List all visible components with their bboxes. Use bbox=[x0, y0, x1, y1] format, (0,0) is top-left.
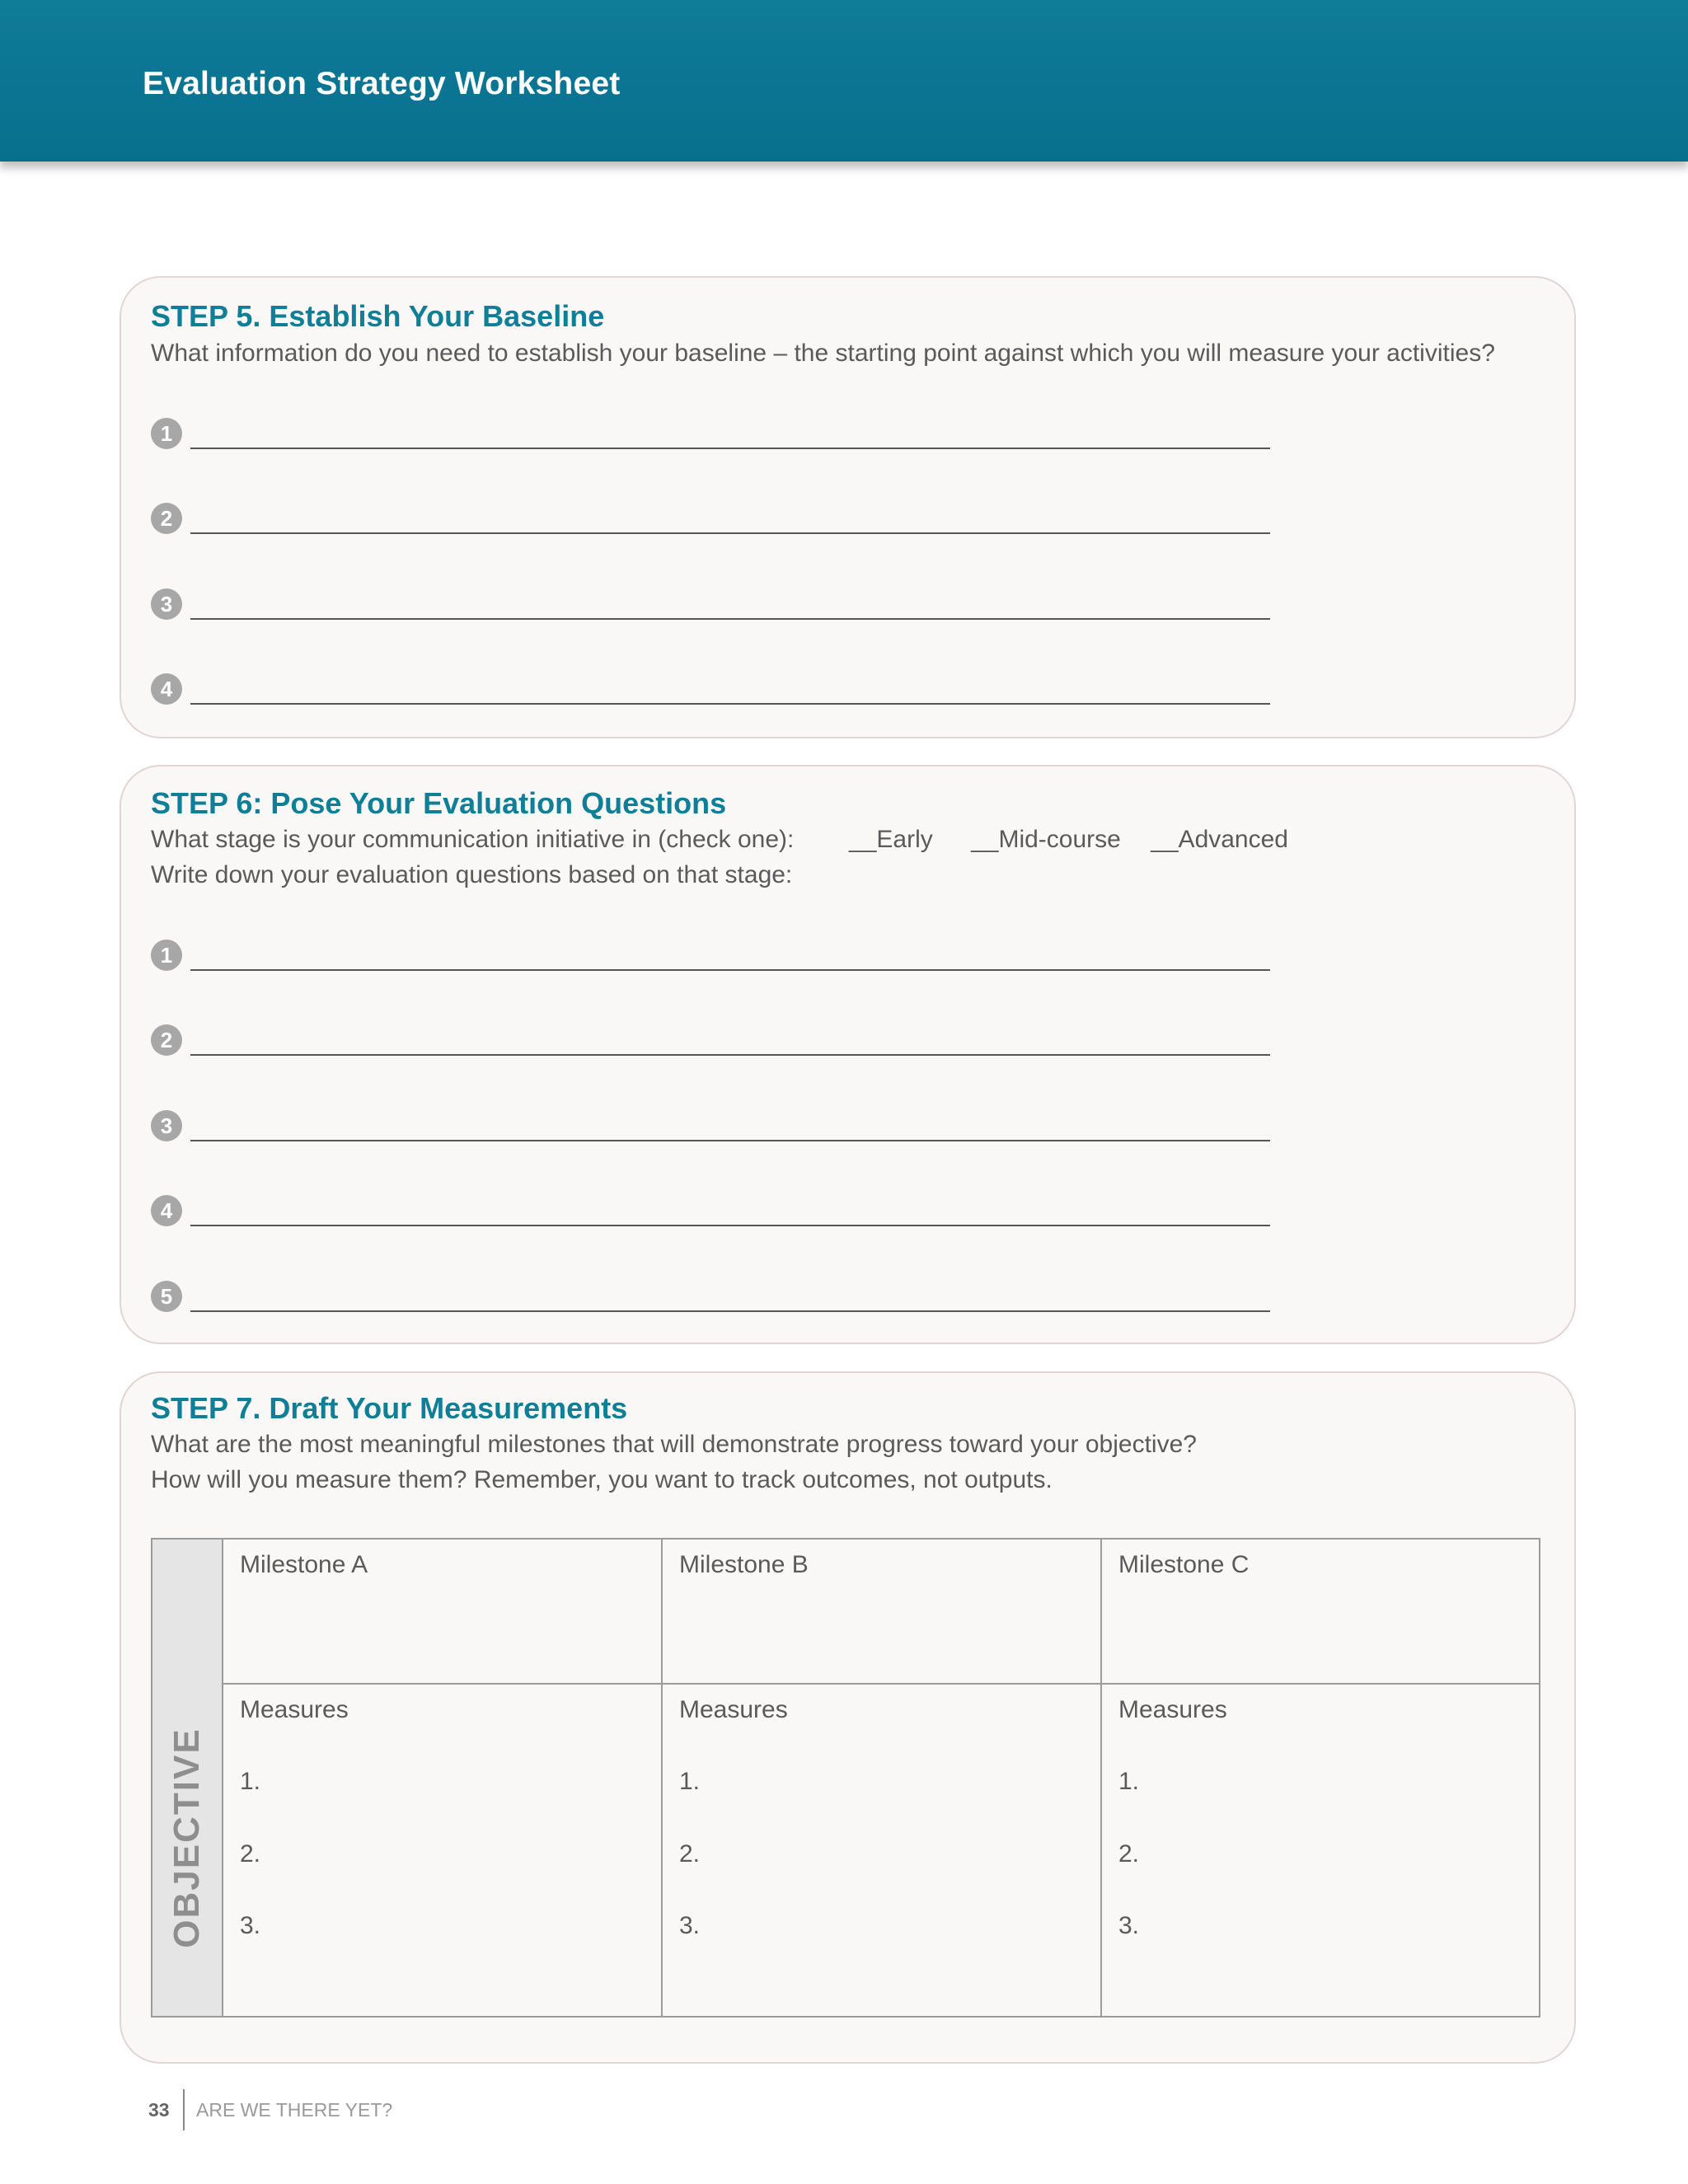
step7-prompt2: How will you measure them? Remember, you want to track outcomes, not outputs. bbox=[151, 1466, 1053, 1493]
step6-prompt2: Write down your evaluation questions based on that stage: bbox=[151, 861, 793, 888]
stage-option-early[interactable]: __Early bbox=[849, 826, 933, 853]
step7-title: STEP 7. Draft Your Measurements bbox=[151, 1391, 628, 1425]
step5-answer-line-4[interactable] bbox=[151, 673, 1255, 706]
milestone-c-cell[interactable] bbox=[1102, 1540, 1539, 1685]
number-badge: 5 bbox=[151, 1281, 182, 1312]
step5-title: STEP 5. Establish Your Baseline bbox=[151, 299, 605, 333]
step5-answer-line-3[interactable] bbox=[151, 588, 1255, 621]
measure-number-2: 2. bbox=[240, 1840, 261, 1868]
page-header-banner bbox=[0, 0, 1688, 162]
step6-section bbox=[120, 765, 1576, 1344]
step7-prompt1: What are the most meaningful milestones that will demonstrate progress toward your objective? bbox=[151, 1431, 1197, 1458]
write-line bbox=[190, 1310, 1270, 1312]
measures-label: Measures bbox=[679, 1696, 788, 1723]
step6-prompt: What stage is your communication initiative in (check one): bbox=[151, 826, 795, 853]
step5-answer-line-1[interactable] bbox=[151, 418, 1255, 451]
measurements-table bbox=[151, 1538, 1540, 2018]
write-line bbox=[190, 448, 1270, 449]
milestone-b-cell[interactable] bbox=[663, 1540, 1102, 1685]
step6-stage-row bbox=[151, 826, 1288, 854]
step6-answer-line-1[interactable] bbox=[151, 940, 1255, 972]
write-line bbox=[190, 618, 1270, 620]
write-line bbox=[190, 1225, 1270, 1226]
step6-answer-line-3[interactable] bbox=[151, 1110, 1255, 1143]
step5-answer-line-2[interactable] bbox=[151, 503, 1255, 536]
write-line bbox=[190, 1054, 1270, 1056]
measure-number-1: 1. bbox=[679, 1768, 701, 1795]
milestone-a-label: Milestone A bbox=[240, 1551, 368, 1578]
step6-answer-line-4[interactable] bbox=[151, 1195, 1255, 1228]
page-number: 33 bbox=[148, 2099, 170, 2121]
milestone-a-cell[interactable] bbox=[223, 1540, 663, 1685]
measure-number-2: 2. bbox=[1118, 1840, 1140, 1868]
number-badge: 2 bbox=[151, 503, 182, 534]
objective-label: OBJECTIVE bbox=[166, 1727, 207, 1948]
measure-number-3: 3. bbox=[240, 1912, 261, 1939]
number-badge: 3 bbox=[151, 588, 182, 620]
write-line bbox=[190, 703, 1270, 705]
step6-answer-line-5[interactable] bbox=[151, 1281, 1255, 1314]
number-badge: 4 bbox=[151, 673, 182, 705]
stage-option-advanced[interactable]: __Advanced bbox=[1151, 826, 1288, 853]
measures-label: Measures bbox=[1118, 1696, 1227, 1723]
measure-number-2: 2. bbox=[679, 1840, 701, 1868]
measures-label: Measures bbox=[240, 1696, 349, 1723]
write-line bbox=[190, 532, 1270, 534]
measures-c-cell[interactable] bbox=[1102, 1685, 1539, 2016]
measure-number-3: 3. bbox=[679, 1912, 701, 1939]
number-badge: 1 bbox=[151, 418, 182, 449]
number-badge: 2 bbox=[151, 1024, 182, 1056]
footer-divider bbox=[183, 2089, 185, 2130]
step7-section bbox=[120, 1371, 1576, 2064]
write-line bbox=[190, 969, 1270, 971]
milestone-c-label: Milestone C bbox=[1118, 1551, 1250, 1578]
footer-publication-title: ARE WE THERE YET? bbox=[196, 2099, 393, 2121]
measure-number-3: 3. bbox=[1118, 1912, 1140, 1939]
stage-option-mid-course[interactable]: __Mid-course bbox=[971, 826, 1121, 853]
number-badge: 1 bbox=[151, 940, 182, 971]
measures-a-cell[interactable] bbox=[223, 1685, 663, 2016]
step5-section bbox=[120, 276, 1576, 738]
step6-title: STEP 6: Pose Your Evaluation Questions bbox=[151, 786, 727, 820]
measures-b-cell[interactable] bbox=[663, 1685, 1102, 2016]
milestone-b-label: Milestone B bbox=[679, 1551, 809, 1578]
step6-answer-line-2[interactable] bbox=[151, 1024, 1255, 1057]
number-badge: 4 bbox=[151, 1195, 182, 1226]
write-line bbox=[190, 1140, 1270, 1141]
page-title: Evaluation Strategy Worksheet bbox=[143, 66, 621, 101]
number-badge: 3 bbox=[151, 1110, 182, 1141]
objective-column bbox=[152, 1540, 223, 2016]
step5-prompt: What information do you need to establish your baseline – the starting point against which you will measure your activities? bbox=[151, 340, 1495, 367]
measure-number-1: 1. bbox=[240, 1768, 261, 1795]
measure-number-1: 1. bbox=[1118, 1768, 1140, 1795]
